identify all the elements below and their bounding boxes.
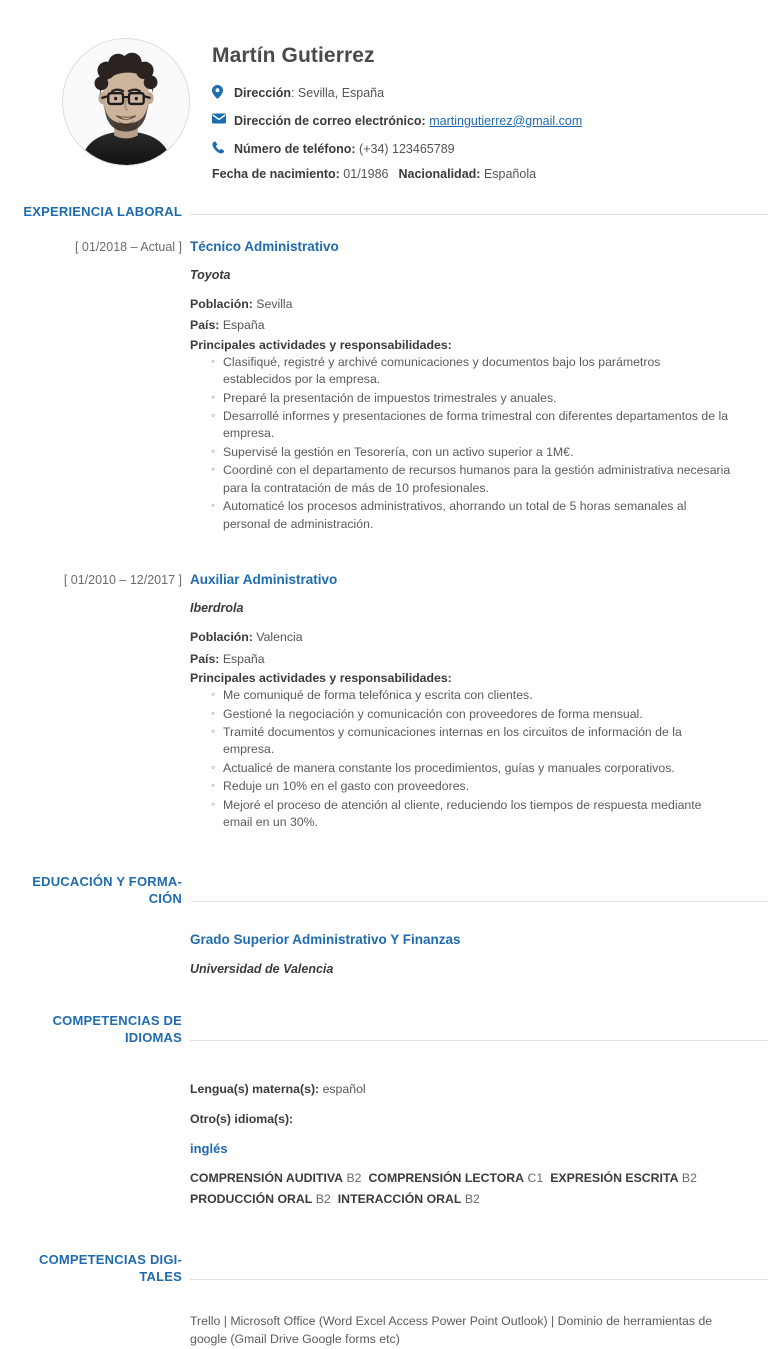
list-item: ◦ Gestioné la negociación y comunicación con proveedores de forma mensual. [211,706,732,723]
job-country-label: País: [190,651,220,666]
section-experience-title: EXPERIENCIA LABORAL [23,204,182,220]
job-title: Técnico Administrativo [190,238,339,254]
job-city-value: Valencia [256,630,303,645]
list-item: ◦ Preparé la presentación de impuestos trimestrales y anuales. [211,390,732,407]
responsibilities-list [190,687,732,832]
section-divider [190,214,768,215]
language-skill-level: B2 [315,1191,331,1206]
email-link[interactable]: martingutierrez@gmail.com [429,113,583,128]
contact-address-value: Sevilla, España [297,86,385,100]
languages-spacer [22,1081,182,1209]
list-item: ◦ Me comuniqué de forma telefónica y escrita con clientes. [211,687,732,704]
language-skill-label: COMPRENSIÓN AUDITIVA [190,1171,344,1186]
section-digital-title-line1: COMPETENCIAS DIGI- [39,1251,182,1267]
other-languages-row [190,1111,732,1128]
list-item: ◦ Desarrollé informes y presentaciones de forma trimestral con diferentes departamentos de la empresa. [211,408,732,443]
education-date-spacer [22,932,182,976]
job-country-value: España [222,318,265,333]
language-name: inglés [190,1141,228,1157]
job-city-value: Sevilla [256,296,293,311]
contact-address-sep: : [290,86,298,100]
education-body [182,932,768,976]
list-item: ◦ Actualicé de manera constante los procedimientos, guías y manuales corporativos. [211,760,732,777]
job-country [190,650,732,668]
experience-date: [ 01/2018 – Actual ] [74,239,182,254]
digital-spacer [22,1312,182,1349]
mother-tongue-row [190,1081,732,1098]
section-digital-skills [0,1251,768,1349]
language-skill-level: B2 [464,1191,480,1206]
contact-email-text [234,112,582,131]
contact-email-label: Dirección de correo electrónico: [234,113,426,128]
job-city-label: Población: [190,296,253,311]
institution-name: Universidad de Valencia [190,961,334,976]
digital-skills-text: Trello | Microsoft Office (Word Excel Access Power Point Outlook) | Dominio de herramientas de google (Gmail Drive Google forms etc) [190,1313,713,1347]
list-item: ◦ Supervisé la gestión en Tesorería, con un activo superior a 1M€. [211,444,732,461]
list-item: ◦ Reduje un 10% en el gasto con proveedores. [211,778,732,795]
contact-address-label: Dirección [234,86,291,100]
job-country-label: País: [190,318,220,333]
experience-entry [0,572,768,833]
section-experience [0,203,768,832]
section-experience-head [0,203,768,221]
page-title: Martín Gutierrez [212,44,375,67]
education-entry [0,932,768,976]
section-education-head [0,873,768,908]
contact-birth-nationality [212,167,738,181]
experience-date: [ 01/2010 – 12/2017 ] [63,573,182,588]
contact-phone-text [234,140,455,159]
job-country-value: España [222,651,265,666]
responsibilities-label: Principales actividades y responsabilidades: [190,337,452,352]
section-education-title [22,873,182,908]
contact-phone [212,140,738,159]
languages-entry [0,1081,768,1209]
contact-address [212,84,738,103]
contact-phone-label: Número de teléfono: [234,141,356,156]
job-city [190,295,732,313]
contact-phone-value: (+34) 123465789 [359,141,455,156]
section-digital-title [22,1251,182,1286]
responsibilities-list [190,354,732,534]
job-city-label: Población: [190,630,253,645]
company-name: Toyota [190,267,231,282]
section-languages-title-line1: COMPETENCIAS DE [52,1012,182,1028]
section-digital-head [0,1251,768,1286]
phone-icon [212,140,234,154]
envelope-icon [212,112,234,124]
list-item: ◦ Tramité documentos y comunicaciones internas en los circuitos de información de la empresa. [211,724,732,759]
language-skill-level: B2 [346,1171,362,1186]
job-country [190,316,732,334]
section-languages [0,1012,768,1209]
header-info [190,38,738,181]
languages-body [182,1081,768,1209]
mother-tongue-value: español [322,1081,366,1096]
degree-title: Grado Superior Administrativo Y Finanzas [190,931,461,947]
digital-body [182,1312,768,1349]
section-education-title-line1: EDUCACIÓN Y FORMA- [32,873,182,889]
birth-date-value: 01/1986 [343,167,389,182]
profile-photo [62,38,190,166]
responsibilities-label: Principales actividades y responsabilidades: [190,671,452,686]
section-digital-title-line2: TALES [139,1269,182,1285]
section-divider [190,901,768,902]
list-item: ◦ Coordiné con el departamento de recursos humanos para la gestión administrativa necesaria para la contratación de más de 10 profesionales. [211,462,732,497]
section-education-title-line2: CIÓN [148,891,182,907]
cv-header [0,0,768,181]
experience-body [182,239,768,534]
section-languages-title [22,1012,182,1047]
mother-tongue-label: Lengua(s) materna(s): [190,1081,320,1096]
language-skill-label: INTERACCIÓN ORAL [337,1191,462,1206]
list-item: ◦ Automaticé los procesos administrativos, ahorrando un total de 5 horas semanales al personal de administración. [211,498,732,533]
language-skill-label: EXPRESIÓN ESCRITA [550,1171,679,1186]
language-levels [190,1168,732,1209]
list-item: ◦ Clasifiqué, registré y archivé comunicaciones y documentos bajo los parámetros establecidos por la empresa. [211,354,732,389]
company-name: Iberdrola [190,601,244,616]
job-title: Auxiliar Administrativo [190,572,338,588]
profile-photo-image [63,39,189,165]
language-skill-level: C1 [527,1171,544,1186]
job-city [190,628,732,646]
section-education [0,873,768,976]
digital-entry [0,1312,768,1349]
birth-date-label: Fecha de nacimiento: [212,167,340,182]
map-pin-icon [212,84,234,99]
experience-body [182,572,768,833]
list-item: ◦ Mejoré el proceso de atención al cliente, reduciendo los tiempos de respuesta mediante email en un 30%. [211,797,732,832]
language-skill-label: COMPRENSIÓN LECTORA [368,1171,525,1186]
section-divider [190,1040,768,1041]
section-languages-head [0,1012,768,1047]
language-skill-level: B2 [681,1171,697,1186]
contact-address-text [234,84,384,103]
nationality-label: Nacionalidad: [398,167,481,182]
other-languages-label: Otro(s) idioma(s): [190,1112,294,1127]
section-divider [190,1279,768,1280]
nationality-value: Española [483,167,537,182]
experience-entry [0,239,768,534]
language-skill-label: PRODUCCIÓN ORAL [190,1191,313,1206]
contact-email [212,112,738,131]
section-languages-title-line2: IDIOMAS [124,1030,182,1046]
